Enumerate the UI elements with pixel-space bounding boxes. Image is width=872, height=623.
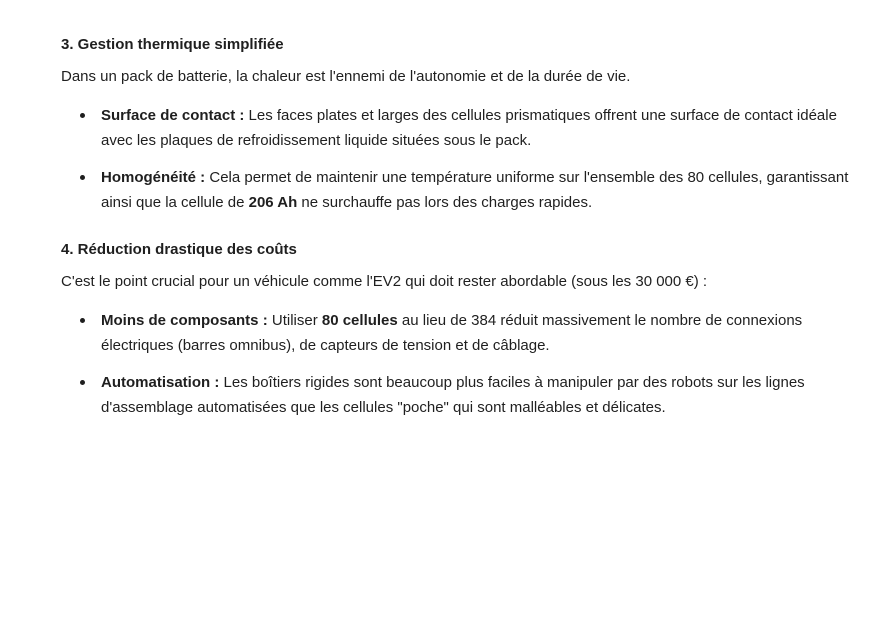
item-text: Utiliser [267,312,322,329]
bullet-icon [80,380,85,385]
item-title: Surface de contact : [101,107,245,124]
list-item-moins-de-composants [61,308,851,358]
list-item-surface-de-contact [61,103,851,153]
section-3-intro: Dans un pack de batterie, la chaleur est l'ennemi de l'autonomie et de la durée de vie. [61,68,631,85]
section-4-heading: 4. Réduction drastique des coûts [61,241,297,258]
item-emphasis: 206 Ah [248,194,298,211]
section-4-list [61,308,851,420]
item-title: Moins de composants : [101,312,268,329]
section-3-list [61,103,851,215]
article-content [61,34,851,432]
item-text: Les boîtiers rigides sont beaucoup plus faciles à manipuler par des robots sur les lignes d'assemblage automatisées que les cellules "poche" qui sont malléables et délicates. [101,374,805,416]
bullet-icon [80,113,85,118]
list-item-automatisation [61,370,851,420]
item-text: Les faces plates et larges des cellules prismatiques offrent une surface de contact idéale avec les plaques de refroidissement liquide situées sous le pack. [101,107,837,149]
item-text: au lieu de 384 réduit massivement le nombre de connexions électriques (barres omnibus), de capteurs de tension et de câblage. [101,312,803,354]
bullet-icon [80,318,85,323]
item-text: ne surchauffe pas lors des charges rapides. [297,194,593,211]
item-title: Automatisation : [101,374,220,391]
bottom-fade-overlay [0,587,872,623]
bullet-icon [80,175,85,180]
section-3-heading: 3. Gestion thermique simplifiée [61,36,284,53]
list-item-homogeneite [61,165,851,215]
item-text: Cela permet de maintenir une température uniforme sur l'ensemble des 80 cellules, garantissant ainsi que la cellule de [101,169,849,211]
item-emphasis: 80 cellules [321,312,398,329]
item-title: Homogénéité : [101,169,206,186]
section-4 [61,239,851,420]
section-4-intro: C'est le point crucial pour un véhicule comme l'EV2 qui doit rester abordable (sous les 30 000 €) : [61,273,708,290]
